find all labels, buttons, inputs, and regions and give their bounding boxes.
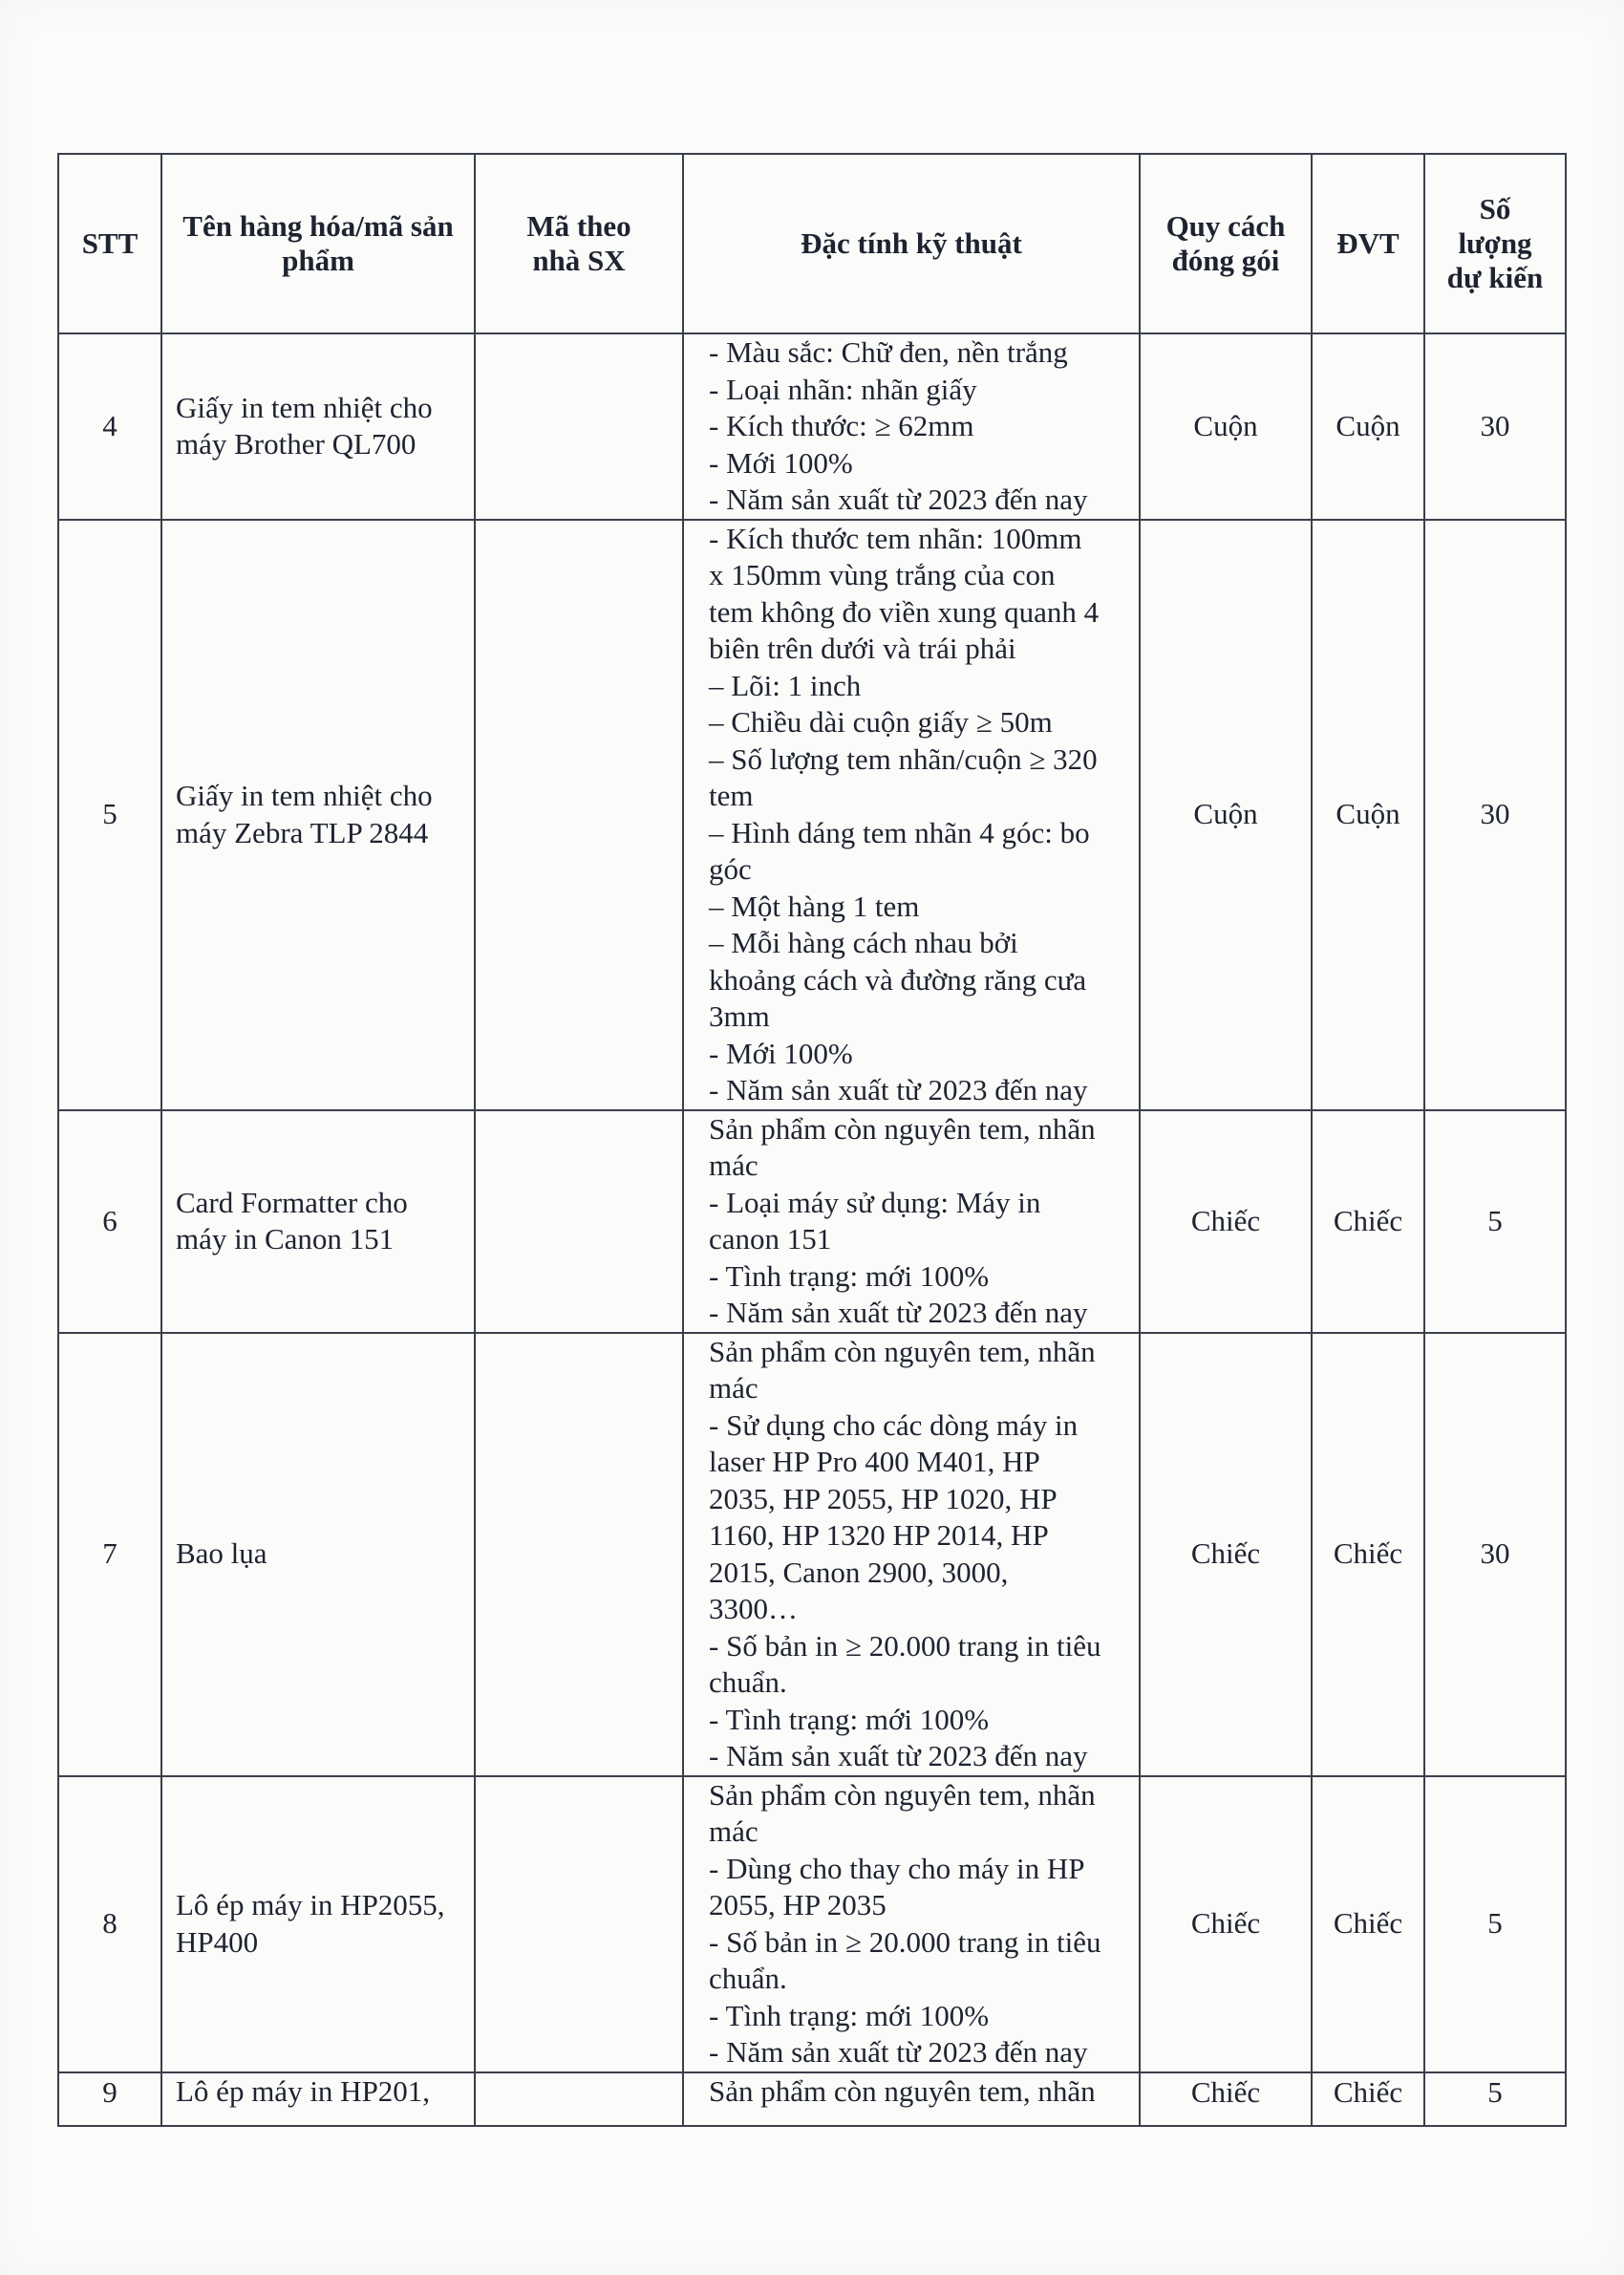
- row-stt: 6: [58, 1110, 161, 1333]
- row-quantity: 5: [1424, 1110, 1566, 1333]
- table-row: [58, 333, 1566, 520]
- spec-line: 2035, HP 2055, HP 1020, HP: [709, 1481, 1058, 1515]
- spec-line: 2015, Canon 2900, 3000,: [709, 1555, 1009, 1589]
- spec-line: – Lõi: 1 inch: [709, 668, 862, 702]
- spec-line: - Số bản in ≥ 20.000 trang in tiêu: [709, 1924, 1101, 1959]
- header-product-name: Tên hàng hóa/mã sản phẩm: [161, 154, 475, 333]
- table-row: [58, 1776, 1566, 2072]
- spec-line: x 150mm vùng trắng của con: [709, 558, 1056, 591]
- spec-line: tem: [709, 779, 754, 812]
- header-quantity: Số lượng dự kiến: [1424, 154, 1566, 333]
- row-unit: Chiếc: [1312, 2072, 1424, 2126]
- row-product-name: Bao lụa: [161, 1333, 475, 1776]
- spec-line: - Tình trạng: mới 100%: [709, 1258, 990, 1293]
- row-stt: 9: [58, 2072, 161, 2126]
- spec-line: laser HP Pro 400 M401, HP: [709, 1445, 1040, 1478]
- row-manufacturer-code: [475, 520, 683, 1110]
- spec-line: mác: [709, 1814, 759, 1848]
- spec-line: Sản phẩm còn nguyên tem, nhãn: [709, 1777, 1096, 1812]
- header-unit: ĐVT: [1312, 154, 1424, 333]
- row-product-name: Giấy in tem nhiệt cho máy Zebra TLP 2844: [161, 520, 475, 1110]
- spec-line: mác: [709, 1371, 759, 1405]
- table-row: [58, 1333, 1566, 1776]
- spec-line: 1160, HP 1320 HP 2014, HP: [709, 1518, 1049, 1552]
- row-technical-spec: [683, 1333, 1140, 1776]
- spec-line: chuẩn.: [709, 1665, 787, 1699]
- row-quantity: 30: [1424, 520, 1566, 1110]
- row-quantity: 30: [1424, 333, 1566, 520]
- row-unit: Cuộn: [1312, 333, 1424, 520]
- spec-line: 3300…: [709, 1592, 798, 1625]
- spec-line: - Sử dụng cho các dòng máy in: [709, 1407, 1079, 1442]
- spec-line: - Năm sản xuất từ 2023 đến nay: [709, 1073, 1088, 1106]
- table-header-row: [58, 154, 1566, 333]
- row-manufacturer-code: [475, 1333, 683, 1776]
- header-stt: STT: [58, 154, 161, 333]
- row-manufacturer-code: [475, 2072, 683, 2126]
- spec-line: - Năm sản xuất từ 2023 đến nay: [709, 2035, 1088, 2069]
- spec-line: - Kích thước: ≥ 62mm: [709, 409, 974, 442]
- spec-line: biên trên dưới và trái phải: [709, 632, 1016, 665]
- row-product-name: Lô ép máy in HP2055, HP400: [161, 1776, 475, 2072]
- spec-line: – Số lượng tem nhãn/cuộn ≥ 320: [709, 741, 1098, 776]
- row-technical-spec: [683, 520, 1140, 1110]
- spec-line: 2055, HP 2035: [709, 1888, 887, 1921]
- spec-line: khoảng cách và đường răng cưa: [709, 962, 1087, 997]
- table-row: [58, 2072, 1566, 2126]
- row-technical-spec: [683, 1776, 1140, 2072]
- spec-line: - Năm sản xuất từ 2023 đến nay: [709, 483, 1088, 516]
- table-body: [58, 333, 1566, 2126]
- spec-line: - Màu sắc: Chữ đen, nền trắng: [709, 335, 1068, 369]
- spec-line: Sản phẩm còn nguyên tem, nhãn: [709, 1111, 1096, 1146]
- row-manufacturer-code: [475, 1776, 683, 2072]
- row-manufacturer-code: [475, 1110, 683, 1333]
- row-unit: Cuộn: [1312, 520, 1424, 1110]
- spec-line: Sản phẩm còn nguyên tem, nhãn: [709, 2073, 1096, 2108]
- spec-line: - Mới 100%: [709, 1036, 853, 1070]
- spec-line: - Dùng cho thay cho máy in HP: [709, 1851, 1085, 1885]
- spec-line: - Tình trạng: mới 100%: [709, 1702, 990, 1736]
- row-unit: Chiếc: [1312, 1333, 1424, 1776]
- spec-line: – Một hàng 1 tem: [709, 889, 920, 923]
- spec-line: - Năm sản xuất từ 2023 đến nay: [709, 1296, 1088, 1329]
- row-technical-spec: [683, 333, 1140, 520]
- spec-line: – Chiều dài cuộn giấy ≥ 50m: [709, 705, 1053, 739]
- row-packing: Chiếc: [1140, 1776, 1312, 2072]
- spec-line: – Hình dáng tem nhãn 4 góc: bo: [709, 815, 1090, 849]
- spec-line: - Tình trạng: mới 100%: [709, 1998, 990, 2032]
- spec-line: mác: [709, 1148, 759, 1182]
- row-product-name: Lô ép máy in HP201,: [161, 2072, 475, 2126]
- spec-line: góc: [709, 852, 752, 886]
- row-product-name: Card Formatter cho máy in Canon 151: [161, 1110, 475, 1333]
- spec-line: 3mm: [709, 999, 770, 1033]
- row-quantity: 30: [1424, 1333, 1566, 1776]
- spec-line: - Số bản in ≥ 20.000 trang in tiêu: [709, 1628, 1101, 1663]
- spec-line: - Loại máy sử dụng: Máy in: [709, 1185, 1041, 1219]
- spec-line: - Loại nhãn: nhãn giấy: [709, 372, 977, 406]
- spec-line: canon 151: [709, 1222, 832, 1256]
- row-manufacturer-code: [475, 333, 683, 520]
- goods-spec-table: [57, 153, 1567, 2127]
- row-quantity: 5: [1424, 1776, 1566, 2072]
- spec-line: Sản phẩm còn nguyên tem, nhãn: [709, 1334, 1096, 1368]
- row-technical-spec: [683, 2072, 1140, 2126]
- row-quantity: 5: [1424, 2072, 1566, 2126]
- row-stt: 7: [58, 1333, 161, 1776]
- row-technical-spec: [683, 1110, 1140, 1333]
- row-packing: Cuộn: [1140, 520, 1312, 1110]
- header-packing: Quy cách đóng gói: [1140, 154, 1312, 333]
- spec-line: tem không đo viền xung quanh 4: [709, 594, 1100, 629]
- row-unit: Chiếc: [1312, 1110, 1424, 1333]
- spec-line: - Kích thước tem nhãn: 100mm: [709, 521, 1082, 555]
- spec-line: - Mới 100%: [709, 445, 853, 480]
- row-stt: 4: [58, 333, 161, 520]
- table-row: [58, 520, 1566, 1110]
- row-stt: 5: [58, 520, 161, 1110]
- header-manufacturer-code: Mã theo nhà SX: [475, 154, 683, 333]
- row-packing: Chiếc: [1140, 2072, 1312, 2126]
- row-packing: Cuộn: [1140, 333, 1312, 520]
- spec-line: – Mỗi hàng cách nhau bởi: [709, 926, 1018, 959]
- row-product-name: Giấy in tem nhiệt cho máy Brother QL700: [161, 333, 475, 520]
- spec-line: chuẩn.: [709, 1962, 787, 1995]
- table-row: [58, 1110, 1566, 1333]
- spec-line: - Năm sản xuất từ 2023 đến nay: [709, 1739, 1088, 1772]
- row-packing: Chiếc: [1140, 1110, 1312, 1333]
- row-stt: 8: [58, 1776, 161, 2072]
- header-technical-spec: Đặc tính kỹ thuật: [683, 154, 1140, 333]
- row-packing: Chiếc: [1140, 1333, 1312, 1776]
- row-unit: Chiếc: [1312, 1776, 1424, 2072]
